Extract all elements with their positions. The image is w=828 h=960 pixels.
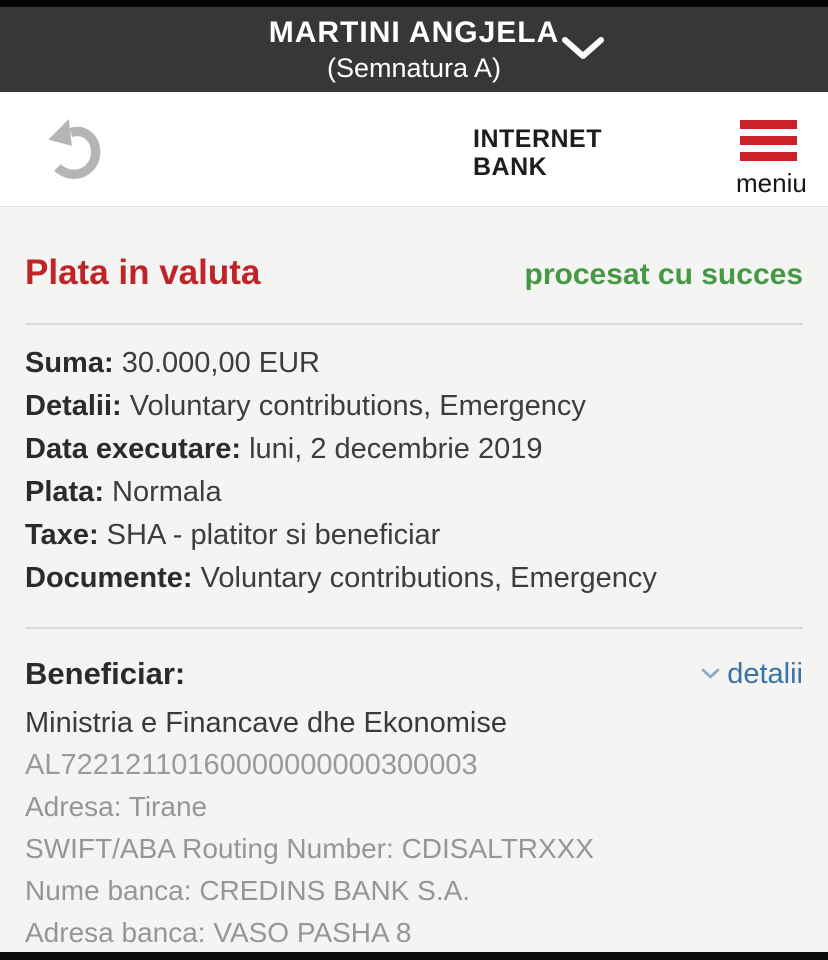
divider: [25, 627, 803, 629]
detail-label: Documente:: [25, 562, 193, 594]
detail-row-plata: [25, 471, 803, 514]
detail-row-suma: [25, 342, 803, 385]
detail-value: Normala: [112, 476, 222, 508]
chevron-down-icon[interactable]: [562, 37, 604, 66]
detail-value: Voluntary contributions, Emergency: [129, 390, 586, 422]
account-signature: (Semnatura A): [326, 53, 502, 83]
status-bar-strip: [0, 0, 828, 7]
detail-value: SHA - platitor si beneficiar: [106, 519, 441, 551]
detail-row-detalii: [25, 385, 803, 428]
page-title: Plata in valuta: [25, 253, 261, 292]
back-icon[interactable]: [44, 118, 106, 189]
detail-value: Voluntary contributions, Emergency: [200, 562, 657, 594]
beneficiary-swift: SWIFT/ABA Routing Number: CDISALTRXXX: [25, 833, 594, 864]
beneficiary-bank-name: Nume banca: CREDINS BANK S.A.: [25, 875, 471, 906]
beneficiary-name: Ministria e Financave dhe Ekonomise: [25, 707, 507, 739]
logo-line-1: INTERNET: [473, 125, 602, 153]
beneficiary-address: Adresa: Tirane: [25, 791, 208, 822]
beneficiary-header: [25, 656, 803, 692]
beneficiary-iban: AL72212110160000000000300003: [25, 749, 478, 781]
detail-label: Plata:: [25, 476, 104, 508]
divider: [25, 323, 803, 325]
bottom-bar-strip: [0, 952, 828, 960]
hamburger-icon: [740, 120, 797, 161]
internet-bank-logo: [473, 125, 602, 181]
detail-row-documente: [25, 557, 803, 600]
detail-row-data-executare: [25, 428, 803, 471]
menu-label: meniu: [736, 168, 807, 198]
title-row: [25, 207, 803, 293]
status-badge: procesat cu succes: [524, 258, 803, 291]
detail-row-taxe: [25, 514, 803, 557]
detail-label: Data executare:: [25, 433, 241, 465]
detail-value: luni, 2 decembrie 2019: [249, 433, 543, 465]
beneficiary-bank-address: Adresa banca: VASO PASHA 8: [25, 917, 412, 948]
logo-line-2: BANK: [473, 153, 548, 181]
account-name: MARTINI ANGJELA: [268, 16, 560, 49]
payment-details: [25, 342, 803, 600]
beneficiary-label: Beneficiar:: [25, 656, 186, 691]
account-header[interactable]: [0, 7, 828, 92]
detail-label: Suma:: [25, 347, 114, 379]
detail-label: Detalii:: [25, 390, 122, 422]
detail-value: 30.000,00 EUR: [121, 347, 321, 379]
detalii-link-label: detalii: [727, 657, 803, 690]
payment-confirmation: [0, 207, 828, 954]
chevron-down-small-icon: [701, 668, 720, 680]
menu-button[interactable]: [736, 120, 807, 199]
detalii-link[interactable]: [701, 658, 803, 691]
toolbar: [0, 92, 828, 207]
detail-label: Taxe:: [25, 519, 99, 551]
